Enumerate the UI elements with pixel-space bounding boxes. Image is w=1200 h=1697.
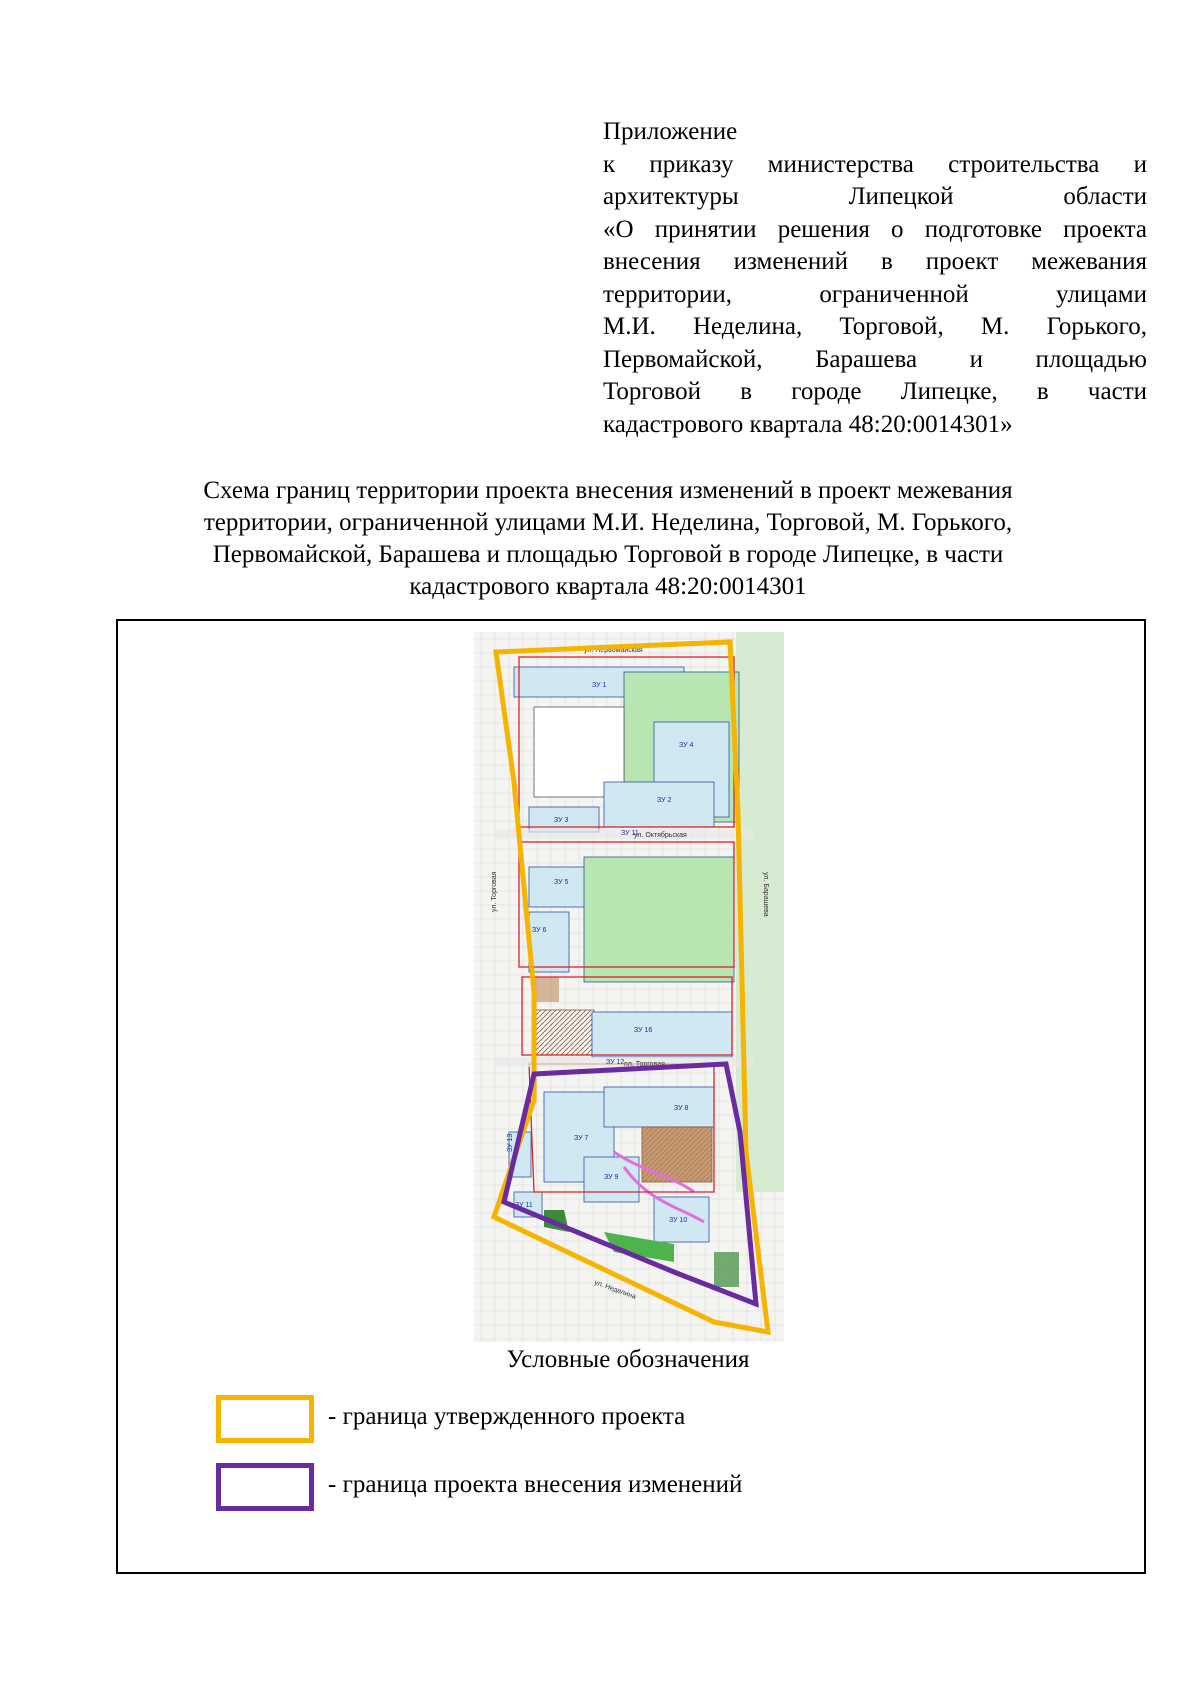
street-label: пл. Торговая	[624, 1061, 665, 1068]
legend-swatch-amendment	[216, 1463, 314, 1511]
appendix-header	[603, 116, 1147, 441]
legend-label-amendment: - граница проекта внесения изменений	[328, 1471, 743, 1498]
scheme-title	[118, 475, 1098, 603]
title-line: Схема границ территории проекта внесения изменений в проект межевания	[203, 477, 1013, 504]
plot-label: ЗУ 8	[674, 1105, 689, 1112]
legend-swatch-approved	[216, 1395, 314, 1443]
appendix-line: Торговой в городе Липецке, в части	[603, 378, 1147, 405]
plot-label: ЗУ 5	[554, 879, 569, 886]
appendix-line: внесения изменений в проект межевания	[603, 248, 1147, 275]
title-line: Первомайской, Барашева и площадью Торговой в городе Липецке, в части	[212, 541, 1004, 568]
street-label: ул. Торговая	[491, 871, 498, 912]
plot-label: ЗУ 16	[634, 1027, 653, 1034]
plot-label: ЗУ 6	[532, 927, 547, 934]
appendix-line: Приложение	[603, 118, 738, 145]
plot-label: ЗУ 11	[515, 1202, 533, 1209]
green-zone-middle	[584, 857, 734, 982]
appendix-line: территории, ограниченной улицами	[603, 280, 1147, 308]
plot-label: ЗУ 7	[574, 1135, 589, 1142]
territory-map	[474, 632, 784, 1342]
plot-label: ЗУ 2	[657, 797, 672, 804]
brown-zone-hatch	[642, 1127, 712, 1182]
plot-label: ЗУ 11	[621, 830, 639, 837]
green-plot-corner	[714, 1252, 739, 1287]
plot-zu2-area	[604, 782, 714, 827]
plot-label: ЗУ 9	[604, 1174, 619, 1181]
appendix-line: архитектуры Липецкой области	[603, 183, 1147, 210]
plot-label: ЗУ 13	[507, 1133, 514, 1152]
street-label: ул. Октябрьская	[634, 832, 687, 839]
street-label: ул. Первомайская	[584, 647, 643, 654]
hatched-plot	[536, 1010, 594, 1055]
title-line: кадастрового квартала 48:20:0014301	[409, 573, 807, 600]
brown-plot	[534, 977, 559, 1002]
plot-zu6-area	[529, 912, 569, 972]
plot-label: ЗУ 3	[554, 817, 569, 824]
plot-label: ЗУ 10	[669, 1217, 688, 1224]
plot-label: ЗУ 1	[592, 682, 607, 689]
appendix-line: кадастрового квартала 48:20:0014301»	[603, 410, 1013, 438]
legend-title: Условные обозначения	[506, 1346, 750, 1373]
map-drawing	[474, 632, 784, 1342]
appendix-line: «О принятии решения о подготовке проекта	[603, 215, 1147, 243]
plot-label: ЗУ 12	[606, 1059, 625, 1066]
plot-zu8-area	[604, 1087, 714, 1127]
street-label: ул. Барашева	[762, 872, 769, 917]
plot-label: ЗУ 4	[679, 742, 694, 749]
appendix-line: Первомайской, Барашева и площадью	[603, 345, 1147, 373]
street-label: ул. Неделина	[593, 1279, 637, 1301]
legend-label-approved: - граница утвержденного проекта	[328, 1403, 686, 1430]
appendix-line: к приказу министерства строительства и	[603, 150, 1147, 178]
plot-zu16-area	[592, 1012, 732, 1057]
appendix-line: М.И. Неделина, Торговой, М. Горького,	[603, 313, 1147, 340]
title-line: территории, ограниченной улицами М.И. Неделина, Торговой, М. Горького,	[203, 509, 1013, 536]
